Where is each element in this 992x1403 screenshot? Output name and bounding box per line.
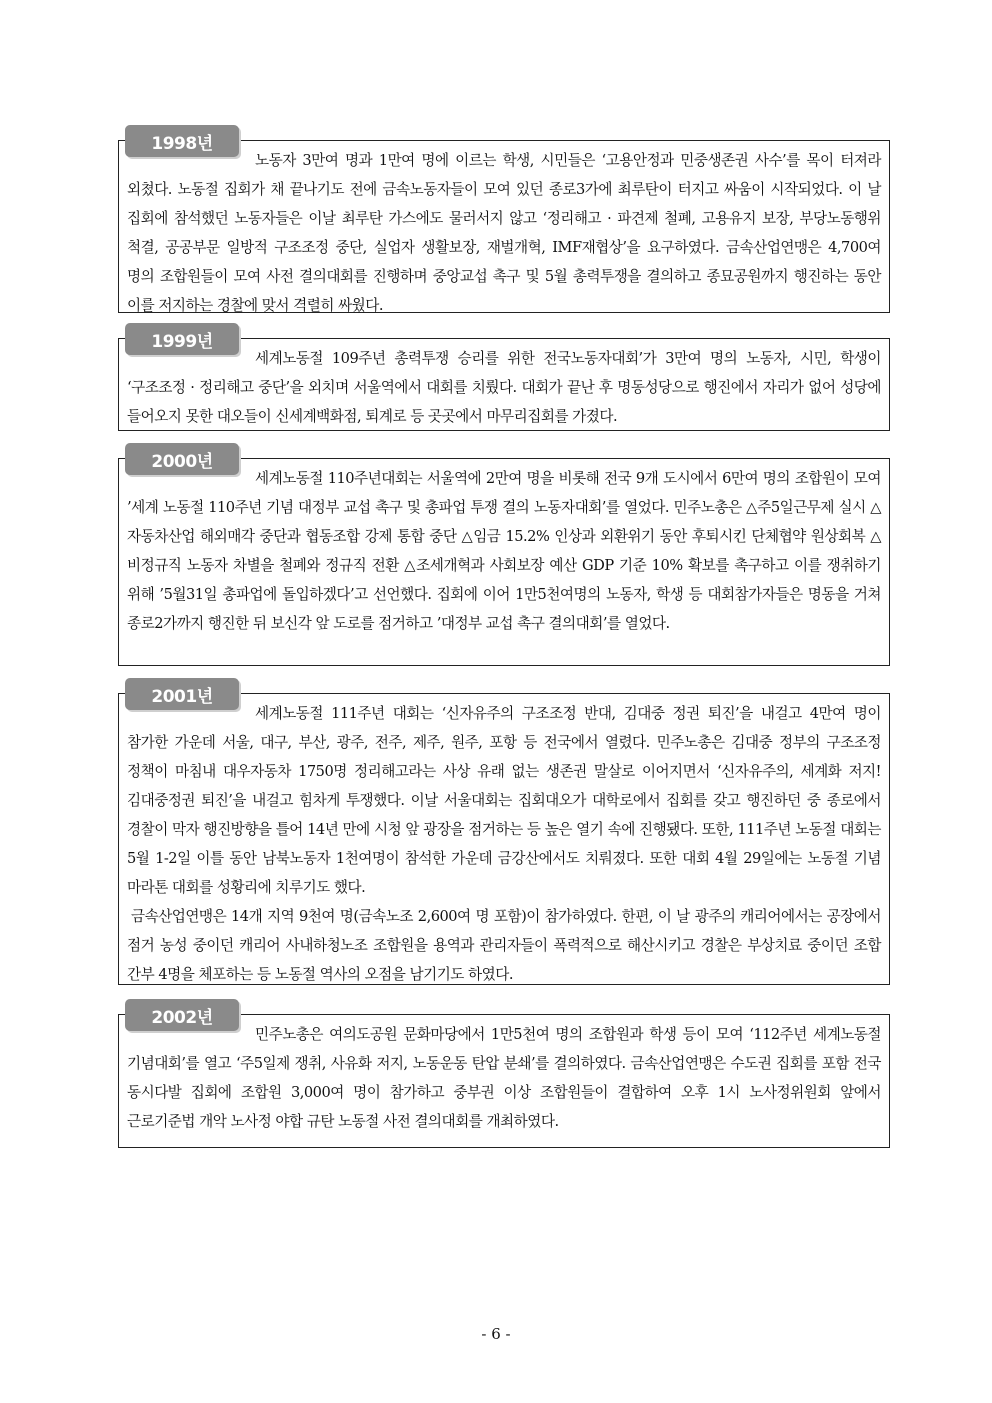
section-text: 세계노동절 110주년대회는 서울역에 2만여 명을 비롯해 전국 9개 도시에서 6만여 명의 조합원이 모여 ’세계 노동절 110주년 기념 대정부 교섭 촉구 및 총파업 투쟁 결의 노동자대회’를 열었다. 민주노총은 △주5일근무제 실시 △자동차산업 해외매각 중단과 협동조합 강제 통합 중단 △임금 15.2% 인상과 외환위기 동안 후퇴시킨 단체협약 원상회복 △비정규직 노동자 차별을 철폐와 정규직 전환 △조세개혁과 사회보장 예산 GDP 기준 10% 확보를 촉구하고 이를 쟁취하기 위해 ’5월31일 총파업에 돌입하겠다’고 선언했다. 집회에 이어 1만5천여명의 노동자, 학생 등 대회참가자들은 명동을 거쳐 종로2가까지 행진한 뒤 보신각 앞 도로를 점거하고 ’대정부 교섭 촉구 결의대회’를 열었다. [127,470,881,632]
page-number: - 6 - [481,1325,511,1343]
section-text: 세계노동절 109주년 총력투쟁 승리를 위한 전국노동자대회’가 3만여 명의 노동자, 시민, 학생이 ‘구조조정 · 정리해고 중단’을 외치며 서울역에서 대회를 치뤘다. 대회가 끝난 후 명동성당으로 행진에서 자리가 없어 성당에 들어오지 못한 대오들이 신세계백화점, 퇴계로 등 곳곳에서 마무리집회를 가졌다. [127,350,881,425]
section-text: 민주노총은 여의도공원 문화마당에서 1만5천여 명의 조합원과 학생 등이 모여 ‘112주년 세계노동절 기념대회’를 열고 ‘주5일제 쟁취, 사유화 저지, 노동운동 탄압 분쇄’를 결의하였다. 금속산업연맹은 수도권 집회를 포함 전국 동시다발 집회에 조합원 3,000여 명이 참가하고 중부권 이상 조합원들이 결합하여 오후 1시 노사정위원회 앞에서 근로기준법 개악 노사정 야합 규탄 노동절 사전 결의대회를 개최하였다. [127,1026,881,1130]
section-text-2: 금속산업연맹은 14개 지역 9천여 명(금속노조 2,600여 명 포함)이 참가하였다. 한편, 이 날 광주의 캐리어에서는 공장에서 점거 농성 중이던 캐리어 사내하청노조 조합원을 용역과 관리자들이 폭력적으로 해산시키고 경찰은 부상치료 중이던 조합 간부 4명을 체포하는 등 노동절 역사의 오점을 남기기도 하였다. [127,908,881,983]
section-2002 [118,1007,890,1148]
section-1998 [118,133,890,314]
year-tab: 1998년 [125,125,239,157]
year-tab: 1999년 [125,323,239,355]
year-tab: 2001년 [125,678,239,710]
section-text: 노동자 3만여 명과 1만여 명에 이르는 학생, 시민들은 ‘고용안정과 민중생존권 사수’를 목이 터져라 외쳤다. 노동절 집회가 채 끝나기도 전에 금속노동자들이 모여 있던 종로3가에 최루탄이 터지고 싸움이 시작되었다. 이 날 집회에 참석했던 노동자들은 이날 최루탄 가스에도 물러서지 않고 ‘정리해고 · 파견제 철폐, 고용유지 보장, 부당노동행위 척결, 공공부문 일방적 구조조정 중단, 실업자 생활보장, 재벌개혁, IMF재협상’을 요구하였다. 금속산업연맹은 4,700여 명의 조합원들이 모여 사전 결의대회를 진행하며 중앙교섭 촉구 및 5월 총력투쟁을 결의하고 종묘공원까지 행진하는 동안 이를 저지하는 경찰에 맞서 격렬히 싸웠다. [127,152,881,314]
year-tab: 2002년 [125,999,239,1031]
section-2001 [118,686,890,985]
year-tab: 2000년 [125,443,239,475]
section-1999 [118,331,890,431]
section-2000 [118,451,890,666]
section-text: 세계노동절 111주년 대회는 ‘신자유주의 구조조정 반대, 김대중 정권 퇴진’을 내걸고 4만여 명이 참가한 가운데 서울, 대구, 부산, 광주, 전주, 제주, 원주, 포항 등 전국에서 열렸다. 민주노총은 김대중 정부의 구조조정 정책이 마침내 대우자동차 1750명 정리해고라는 사상 유래 없는 생존권 말살로 이어지면서 ‘신자유주의, 세계화 저지! 김대중정권 퇴진’을 내걸고 힘차게 투쟁했다. 이날 서울대회는 집회대오가 대학로에서 집회를 갖고 행진하던 중 종로에서 경찰이 막자 행진방향을 틀어 14년 만에 시청 앞 광장을 점거하는 등 높은 열기 속에 진행됐다. 또한, 111주년 노동절 대회는 5월 1-2일 이틀 동안 남북노동자 1천여명이 참석한 가운데 금강산에서도 치뤄졌다. 또한 대회 4월 29일에는 노동절 기념 마라톤 대회를 성황리에 치루기도 했다. [127,705,881,896]
